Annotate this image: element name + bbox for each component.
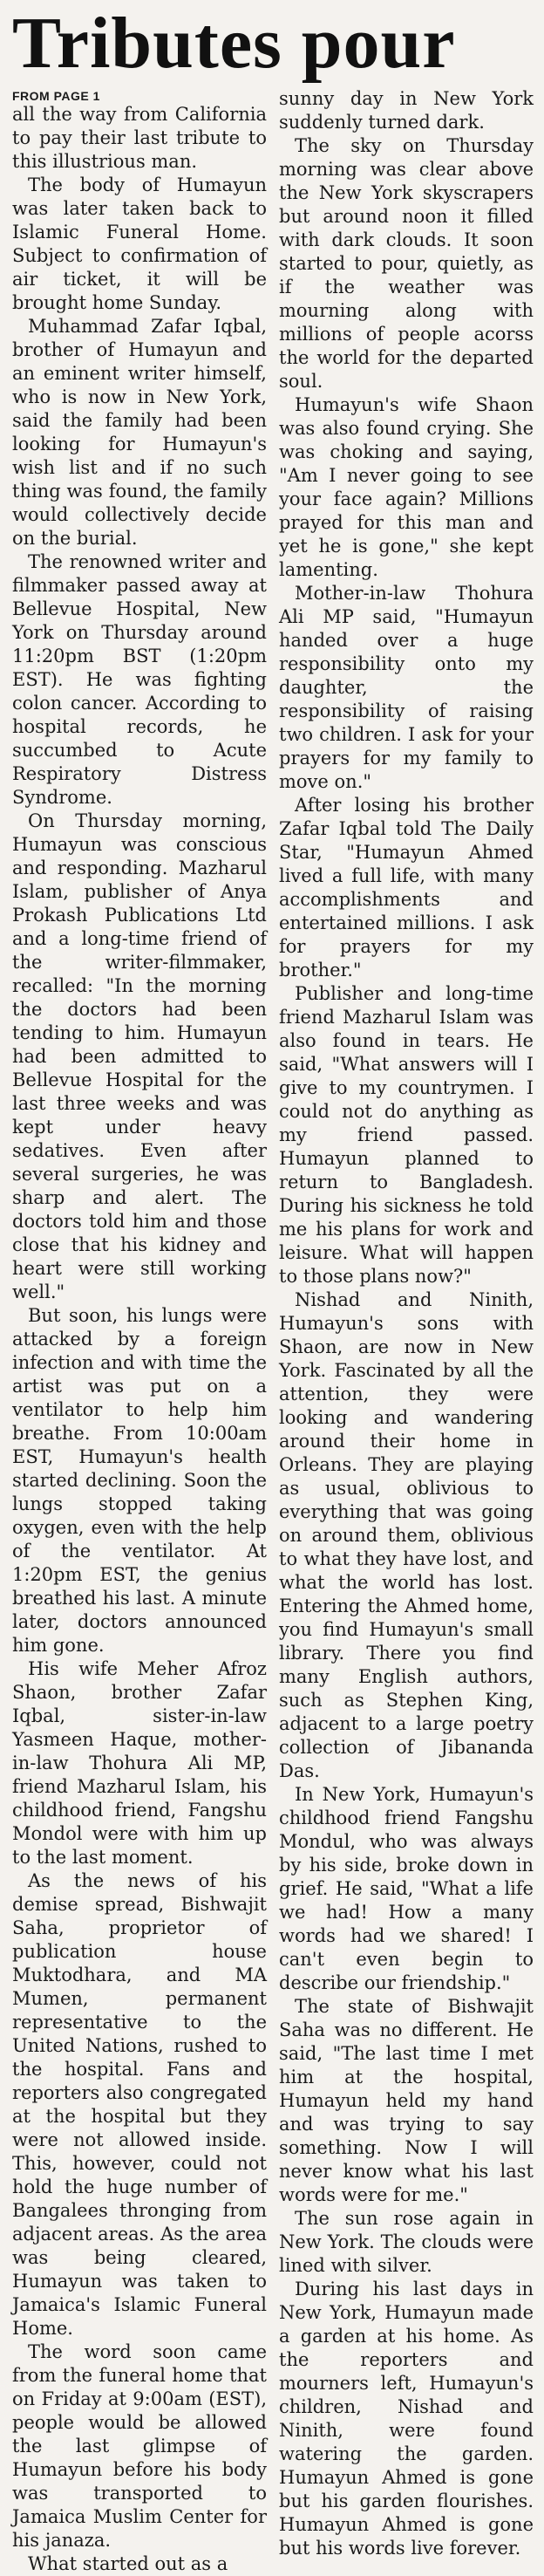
paragraph: Humayun's wife Shaon was also found crying. She was choking and saying, "Am I never going to see your face again? Millions prayed for this man and yet he is gone," she kept lamenting. (279, 394, 534, 580)
paragraph: all the way from California to pay their last tribute to this illustrious man. (12, 104, 267, 172)
paragraph: The sky on Thursday morning was clear above the New York skyscrapers but around noon it filled with dark clouds. It soon started to pour, quietly, as if the weather was mourning along with millions of people acorss the world for the departed soul. (279, 135, 534, 392)
paragraph: In New York, Humayun's childhood friend Fangshu Mondul, who was always by his side, broke down in grief. He said, "What a life we had! How a many words had we shared! I can't even begin to describe our friendship." (279, 1784, 534, 1993)
paragraph: As the news of his demise spread, Bishwajit Saha, proprietor of publication house Muktodhara, and MA Mumen, permanent representative to the United Nations, rushed to the hospital. Fans and reporters also congregated at the hospital but they were not allowed inside. This, however, could not hold the huge number of Bangalees thronging from adjacent areas. As the area was being cleared, Humayun was taken to Jamaica's Islamic Funeral Home. (12, 1870, 267, 2339)
article-columns (12, 87, 534, 2576)
dateline: FROM PAGE 1 (12, 89, 100, 103)
paragraph: During his last days in New York, Humayun made a garden at his home. As the reporters and mourners left, Humayun's children, Nishad and Ninith, were found watering the garden. Humayun Ahmed is gone but his garden flourishes. Humayun Ahmed is gone but his words live forever. (279, 2279, 534, 2559)
paragraph: The body of Humayun was later taken back to Islamic Funeral Home. Subject to confirmation of air ticket, it will be brought home Sunday. (12, 174, 267, 313)
paragraph: What started out as a (28, 2553, 228, 2574)
paragraph: Mother-in-law Thohura Ali MP said, "Humayun handed over a huge responsibility onto my daughter, the responsibility of raising two children. I ask for your prayers for my family to move on." (279, 583, 534, 792)
paragraph: On Thursday morning, Humayun was conscious and responding. Mazharul Islam, publisher of Anya Prokash Publications Ltd and a long-time friend of the writer-filmmaker, recalled: "In the morning the doctors had been tending to him. Humayun had been admitted to Bellevue Hospital for the last three weeks and was kept under heavy sedatives. Even after several surgeries, he was sharp and alert. The doctors told him and those close that his kidney and heart were still working well." (12, 810, 267, 1302)
paragraph: Nishad and Ninith, Humayun's sons with Shaon, are now in New York. Fascinated by all the attention, they were looking and wandering around their home in Orleans. They are playing as usual, oblivious to everything that was going on around them, oblivious to what they have lost, and what the world has lost. Entering the Ahmed home, you find Humayun's small library. There you find many English authors, such as Stephen King, adjacent to a large poetry collection of Jibananda Das. (279, 1289, 534, 1781)
headline: Tributes pour (12, 3, 456, 84)
column-2 (279, 87, 534, 2576)
paragraph: But soon, his lungs were attacked by a foreign infection and with time the artist was put on a ventilator to help him breathe. From 10:00am EST, Humayun's health started declining. Soon the lungs stopped taking oxygen, even with the help of the ventilator. At 1:20pm EST, the genius breathed his last. A minute later, doctors announced him gone. (12, 1305, 267, 1656)
paragraph: Muhammad Zafar Iqbal, brother of Humayun and an eminent writer himself, who is now in New York, said the family had been looking for Humayun's wish list and if no such thing was found, the family would collectively decide on the burial. (12, 316, 267, 549)
column-1 (12, 87, 267, 2576)
paragraph: The state of Bishwajit Saha was no different. He said, "The last time I met him at the hospital, Humayun held my hand and was trying to say something. Now I will never know what his last words were for me." (279, 1996, 534, 2205)
paragraph: His wife Meher Afroz Shaon, brother Zafar Iqbal, sister-in-law Yasmeen Haque, mother-in-law Thohura Ali MP, friend Mazharul Islam, his childhood friend, Fangshu Mondol were with him up to the last moment. (12, 1658, 267, 1868)
paragraph: The renowned writer and filmmaker passed away at Bellevue Hospital, New York on Thursday around 11:20pm BST (1:20pm EST). He was fighting colon cancer. According to hospital records, he succumbed to Acute Respiratory Distress Syndrome. (12, 551, 267, 808)
paragraph: The word soon came from the funeral home that on Friday at 9:00am (EST), people would be allowed the last glimpse of Humayun before his body was transported to Jamaica Muslim Center for his janaza. (12, 2341, 267, 2551)
paragraph: The sun rose again in New York. The clouds were lined with silver. (279, 2208, 534, 2276)
paragraph: sunny day in New York suddenly turned dark. (279, 88, 534, 133)
paragraph: After losing his brother Zafar Iqbal told The Daily Star, "Humayun Ahmed lived a full life, with many accomplishments and entertained millions. I ask for prayers for my brother." (279, 795, 534, 981)
paragraph: Publisher and long-time friend Mazharul Islam was also found in tears. He said, "What answers will I give to my countrymen. I could not do anything as my friend passed. Humayun planned to return to Bangladesh. During his sickness he told me his plans for work and leisure. What will happen to those plans now?" (279, 983, 534, 1287)
